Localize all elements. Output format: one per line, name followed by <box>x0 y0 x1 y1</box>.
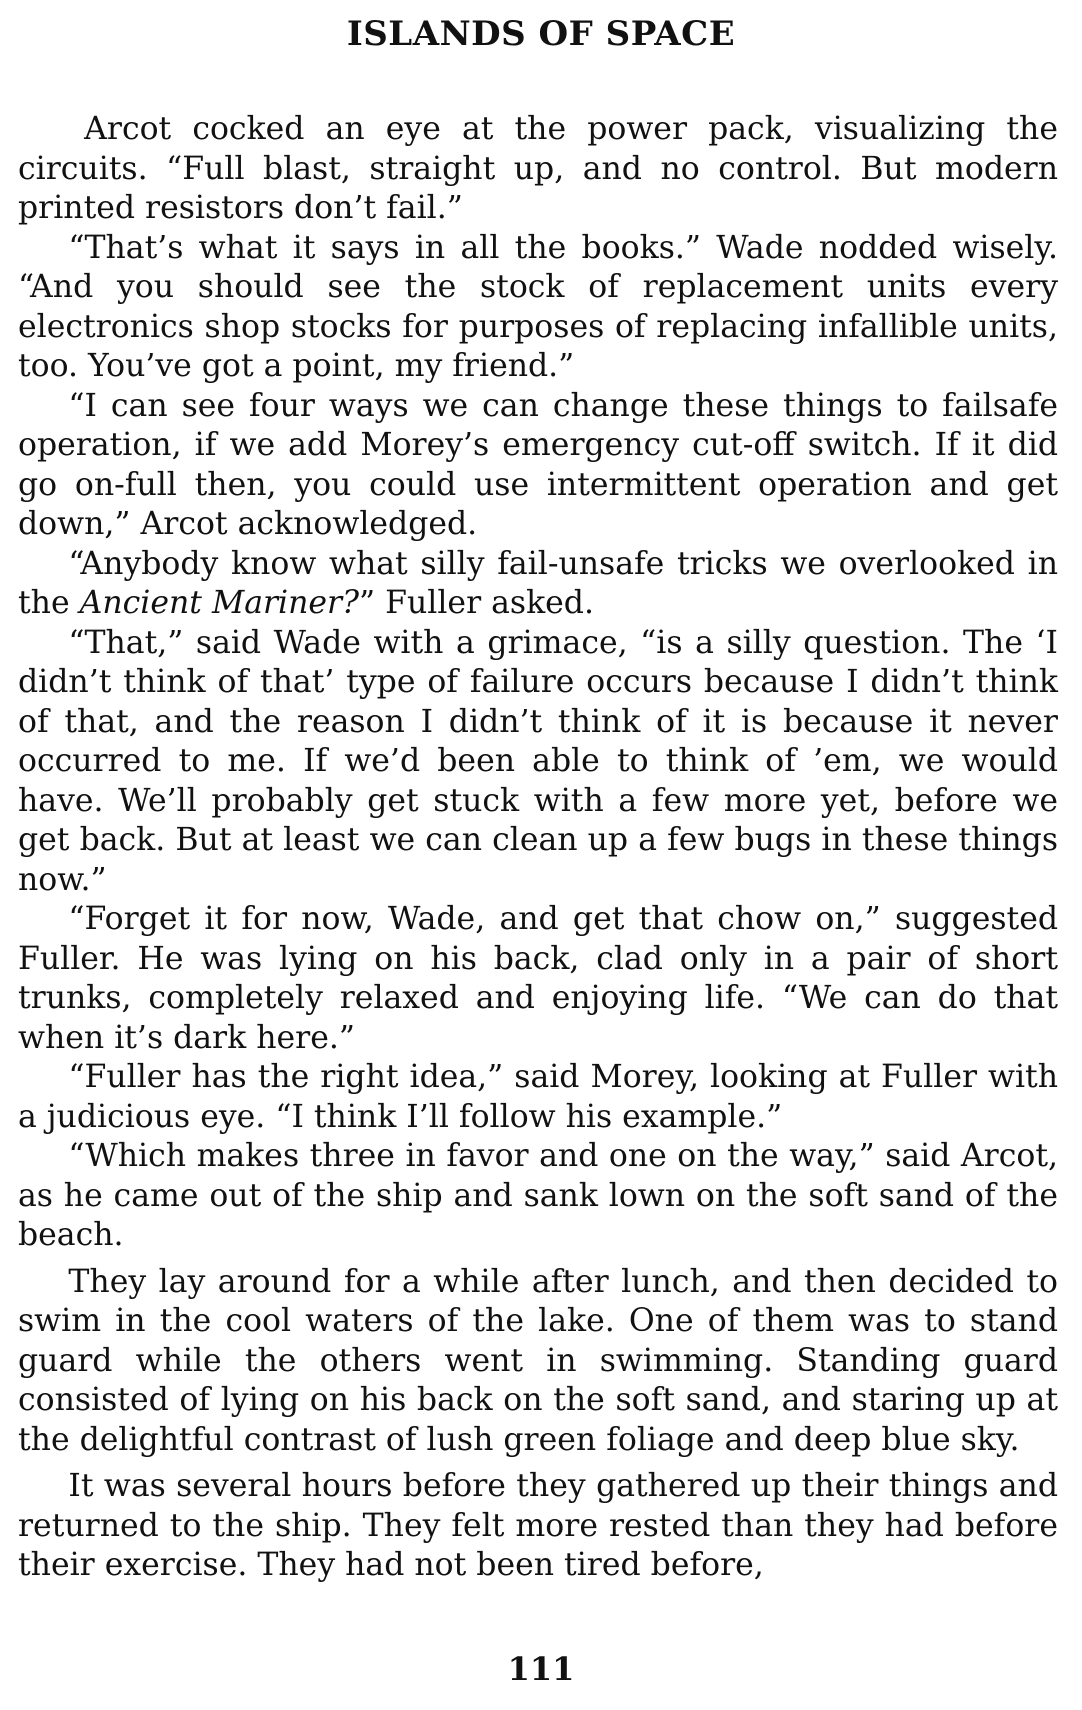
paragraph: “Forget it for now, Wade, and get that chow on,” suggested Fuller. He was lying on his back, clad only in a pair of short trunks, completely relaxed and enjoying life. “We can do that when it’s dark here.” <box>18 901 1058 1056</box>
paragraph: “That,” said Wade with a grimace, “is a silly question. The ‘I didn’t think of that’ type of failure occurs because I didn’t think of that, and the reason I didn’t think of it is because it never occurred to me. If we’d been able to think of ’em, we would have. We’ll probably get stuck with a few more yet, before we get back. But at least we can clean up a few bugs in these things now.” <box>18 624 1058 898</box>
paragraph: Arcot cocked an eye at the power pack, visualizing the circuits. “Full blast, straight up, and no control. But modern printed resistors don’t fail.” <box>18 111 1058 226</box>
paragraph <box>18 545 1058 624</box>
paragraph: “I can see four ways we can change these things to failsafe operation, if we add Morey’s emergency cut-off switch. If it did go on-full then, you could use intermittent operation and get down,” Arcot acknowledged. <box>18 387 1058 542</box>
paragraph: “That’s what it says in all the books.” Wade nodded wisely. “And you should see the stock of replacement units every electronics shop stocks for purposes of replacing infallible units, too. You’ve got a point, my friend.” <box>18 229 1058 384</box>
paragraph: “Which makes three in favor and one on the way,” said Arcot, as he came out of the ship and sank lown on the soft sand of the beach. <box>18 1138 1058 1253</box>
page-number: 111 <box>507 1650 575 1688</box>
running-head: ISLANDS OF SPACE <box>346 14 736 54</box>
paragraph-text-before: “Anybody know what silly fail-unsafe tricks we overlooked in the <box>18 545 1058 621</box>
paragraph-text-after: ” Fuller asked. <box>359 585 594 621</box>
paragraph: “Fuller has the right idea,” said Morey, looking at Fuller with a judicious eye. “I think I’ll follow his example.” <box>18 1059 1058 1135</box>
ship-name-italic: Ancient Mariner? <box>79 585 360 621</box>
body-text <box>18 110 1058 1586</box>
paragraph: It was several hours before they gathered up their things and returned to the ship. They felt more rested than they had before their exercise. They had not been tired before, <box>18 1468 1058 1583</box>
paragraph: They lay around for a while after lunch, and then decided to swim in the cool waters of the lake. One of them was to stand guard while the others went in swimming. Standing guard consisted of lying on his back on the soft sand, and staring up at the delightful contrast of lush green foliage and deep blue sky. <box>18 1263 1058 1458</box>
